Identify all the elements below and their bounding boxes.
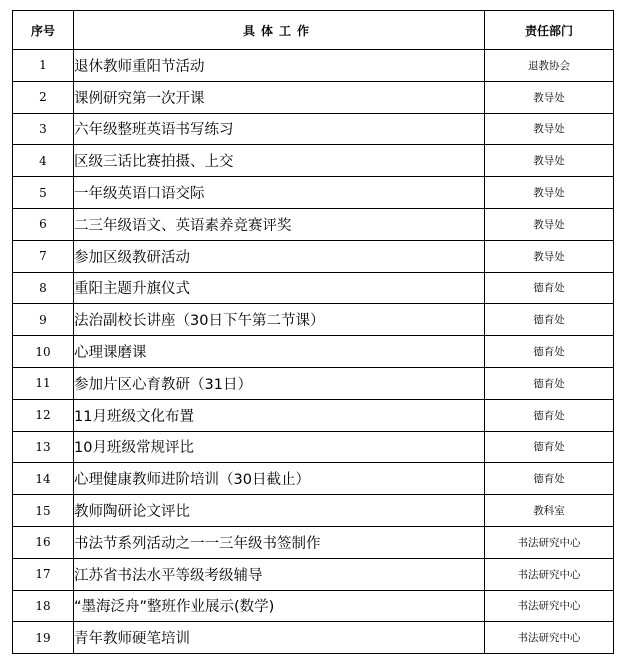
row-responsible-dept: 德育处: [485, 463, 614, 495]
row-task: 六年级整班英语书写练习: [74, 113, 485, 145]
row-task: 10月班级常规评比: [74, 431, 485, 463]
row-responsible-dept: 教导处: [485, 240, 614, 272]
row-serial-number: 10: [13, 336, 74, 368]
row-responsible-dept: 教导处: [485, 208, 614, 240]
table-row: [13, 177, 614, 209]
table-row: [13, 622, 614, 654]
table-row: [13, 240, 614, 272]
row-task: 区级三话比赛拍摄、上交: [74, 145, 485, 177]
row-task: 江苏省书法水平等级考级辅导: [74, 558, 485, 590]
row-serial-number: 15: [13, 495, 74, 527]
row-serial-number: 6: [13, 208, 74, 240]
row-serial-number: 5: [13, 177, 74, 209]
table-row: [13, 145, 614, 177]
row-task: 11月班级文化布置: [74, 399, 485, 431]
row-task: 心理健康教师进阶培训（30日截止）: [74, 463, 485, 495]
row-task: 重阳主题升旗仪式: [74, 272, 485, 304]
row-responsible-dept: 德育处: [485, 304, 614, 336]
row-task: 参加区级教研活动: [74, 240, 485, 272]
row-responsible-dept: 教导处: [485, 113, 614, 145]
table-body: [13, 50, 614, 654]
row-serial-number: 9: [13, 304, 74, 336]
row-task: 参加片区心育教研（31日）: [74, 367, 485, 399]
row-task: 退休教师重阳节活动: [74, 50, 485, 82]
row-task: 教师陶研论文评比: [74, 495, 485, 527]
row-serial-number: 4: [13, 145, 74, 177]
table-row: [13, 81, 614, 113]
work-schedule-table: [12, 10, 614, 654]
row-responsible-dept: 教导处: [485, 177, 614, 209]
table-header: [13, 11, 614, 50]
header-responsible-dept: 责任部门: [485, 11, 614, 50]
row-responsible-dept: 德育处: [485, 272, 614, 304]
row-responsible-dept: 德育处: [485, 399, 614, 431]
row-task: 青年教师硬笔培训: [74, 622, 485, 654]
row-serial-number: 3: [13, 113, 74, 145]
row-serial-number: 13: [13, 431, 74, 463]
row-serial-number: 12: [13, 399, 74, 431]
header-row: [13, 11, 614, 50]
row-responsible-dept: 书法研究中心: [485, 526, 614, 558]
header-task: 具体工作: [74, 11, 485, 50]
row-serial-number: 18: [13, 590, 74, 622]
row-responsible-dept: 德育处: [485, 336, 614, 368]
table-row: [13, 399, 614, 431]
row-serial-number: 19: [13, 622, 74, 654]
table-row: [13, 495, 614, 527]
row-responsible-dept: 书法研究中心: [485, 558, 614, 590]
table-row: [13, 50, 614, 82]
table-row: [13, 367, 614, 399]
row-serial-number: 1: [13, 50, 74, 82]
header-serial-number: 序号: [13, 11, 74, 50]
row-task: 法治副校长讲座（30日下午第二节课）: [74, 304, 485, 336]
row-serial-number: 14: [13, 463, 74, 495]
table-row: [13, 272, 614, 304]
row-serial-number: 17: [13, 558, 74, 590]
row-responsible-dept: 书法研究中心: [485, 590, 614, 622]
row-responsible-dept: 退教协会: [485, 50, 614, 82]
table-row: [13, 304, 614, 336]
row-responsible-dept: 教导处: [485, 81, 614, 113]
row-task: 书法节系列活动之一一三年级书签制作: [74, 526, 485, 558]
table-row: [13, 336, 614, 368]
row-responsible-dept: 教导处: [485, 145, 614, 177]
table-row: [13, 590, 614, 622]
row-serial-number: 11: [13, 367, 74, 399]
row-responsible-dept: 德育处: [485, 367, 614, 399]
row-serial-number: 7: [13, 240, 74, 272]
row-task: 一年级英语口语交际: [74, 177, 485, 209]
row-task: 二三年级语文、英语素养竞赛评奖: [74, 208, 485, 240]
row-responsible-dept: 德育处: [485, 431, 614, 463]
table-row: [13, 526, 614, 558]
row-task: “墨海泛舟”整班作业展示(数学): [74, 590, 485, 622]
row-serial-number: 2: [13, 81, 74, 113]
table-row: [13, 558, 614, 590]
table-row: [13, 431, 614, 463]
table-row: [13, 463, 614, 495]
row-serial-number: 8: [13, 272, 74, 304]
table-row: [13, 113, 614, 145]
row-responsible-dept: 书法研究中心: [485, 622, 614, 654]
row-serial-number: 16: [13, 526, 74, 558]
table-row: [13, 208, 614, 240]
row-task: 课例研究第一次开课: [74, 81, 485, 113]
row-task: 心理课磨课: [74, 336, 485, 368]
row-responsible-dept: 教科室: [485, 495, 614, 527]
